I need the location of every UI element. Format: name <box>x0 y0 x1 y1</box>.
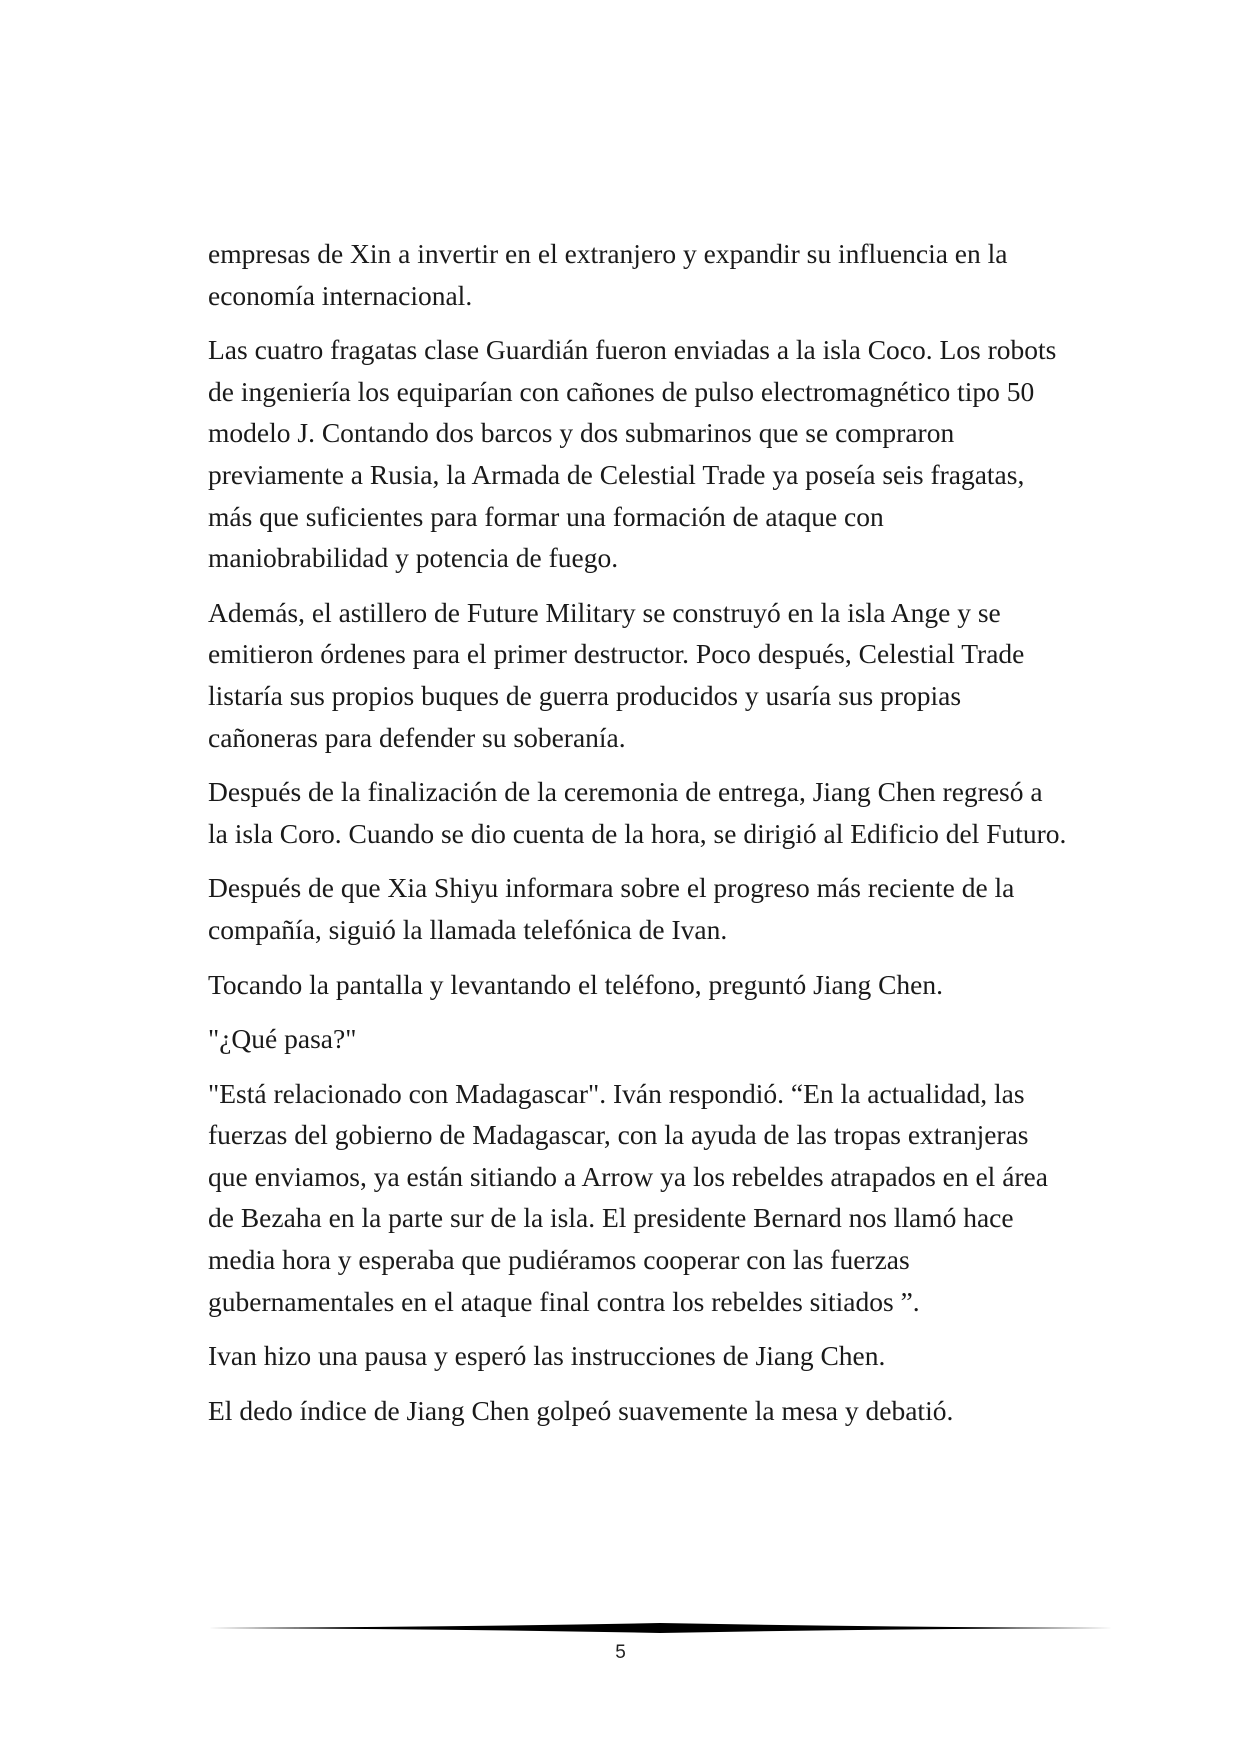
paragraph-8: "Está relacionado con Madagascar". Iván respondió. “En la actualidad, las fuerzas del gobierno de Madagascar, con la ayuda de las tropas extranjeras que enviamos, ya están sitiando a Arrow ya los rebeldes atrapados en el área de Bezaha en la parte sur de la isla. El presidente Bernard nos llamó hace media hora y esperaba que pudiéramos cooperar con las fuerzas gubernamentales en el ataque final contra los rebeldes sitiados ”. <box>208 1077 1048 1317</box>
paragraph-1: empresas de Xin a invertir en el extranjero y expandir su influencia en la economía internacional. <box>208 238 1008 311</box>
paragraph-4: Después de la finalización de la ceremonia de entrega, Jiang Chen regresó a la isla Coro. Cuando se dio cuenta de la hora, se dirigió al Edificio del Futuro. <box>208 776 1067 849</box>
paragraph-3: Además, el astillero de Future Military se construyó en la isla Ange y se emitieron órdenes para el primer destructor. Poco después, Celestial Trade listaría sus propios buques de guerra producidos y usaría sus propias cañoneras para defender su soberanía. <box>208 596 1025 753</box>
body-text <box>208 233 1068 1444</box>
paragraph-10: El dedo índice de Jiang Chen golpeó suavemente la mesa y debatió. <box>208 1394 954 1426</box>
paragraph-9: Ivan hizo una pausa y esperó las instrucciones de Jiang Chen. <box>208 1340 886 1372</box>
paragraph-6: Tocando la pantalla y levantando el teléfono, preguntó Jiang Chen. <box>208 968 943 1000</box>
footer-divider <box>208 1622 1113 1634</box>
paragraph-2: Las cuatro fragatas clase Guardián fueron enviadas a la isla Coco. Los robots de ingeniería los equiparían con cañones de pulso electromagnético tipo 50 modelo J. Contando dos barcos y dos submarinos que se compraron previamente a Rusia, la Armada de Celestial Trade ya poseía seis fragatas, más que suficientes para formar una formación de ataque con maniobrabilidad y potencia de fuego. <box>208 334 1057 574</box>
paragraph-7: "¿Qué pasa?" <box>208 1023 357 1055</box>
paragraph-5: Después de que Xia Shiyu informara sobre el progreso más reciente de la compañía, siguió la llamada telefónica de Ivan. <box>208 872 1015 945</box>
page-number: 5 <box>615 1642 626 1663</box>
